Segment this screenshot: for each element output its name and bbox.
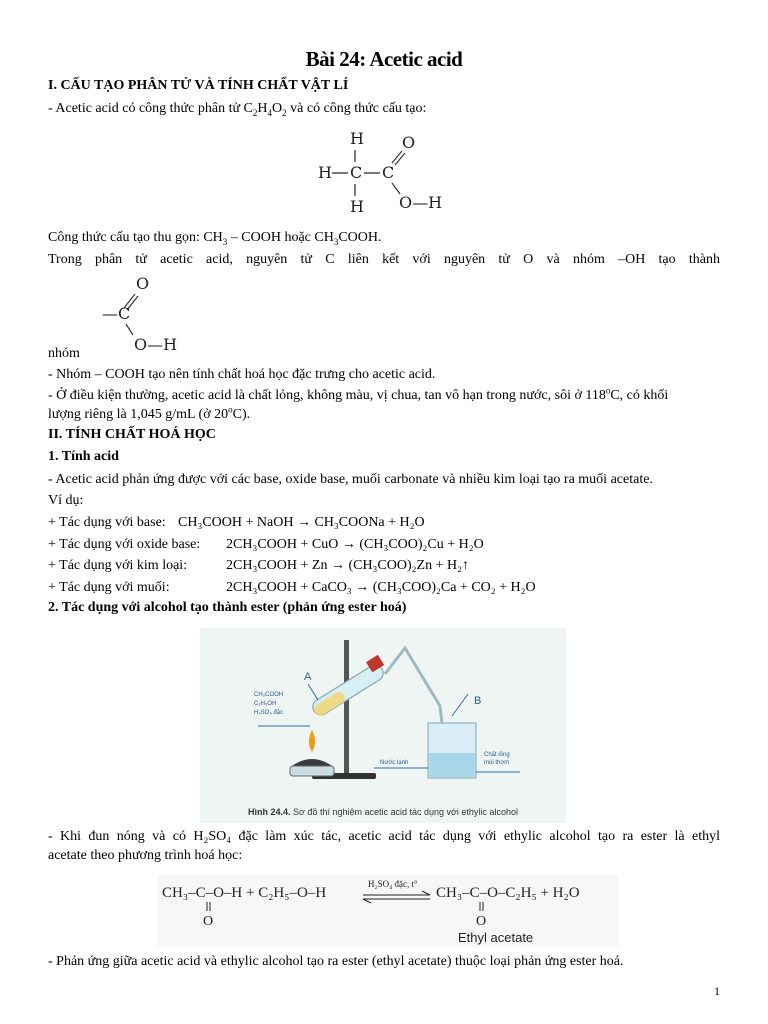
reaction-salt: + Tác dụng với muối: 2CH₃COOH + CaCO₃ → (CH₃COO)₂Ca + CO₂ + H₂O [48,580,536,595]
group-oh: O—H [134,335,178,354]
liquid-label-2: mùi thơm [484,760,510,766]
equation-right: CH₃–C–O–C₂H₅ + H₂O [436,885,580,901]
reaction-base: + Tác dụng với base: CH₃COOH + NaOH → CH₃COONa + H₂O [48,515,425,530]
label-b: B [474,695,482,707]
group-c: —C [102,304,131,323]
page-title: Bài 24: Acetic acid [305,47,463,71]
reaction-oxide-base: + Tác dụng với oxide base: 2CH₃COOH + CuO → (CH₃COO)₂Cu + H₂O [48,537,484,552]
equation-left: CH₃–C–O–H + C₂H₅–O–H [162,885,327,901]
physical-properties: - Ở điều kiện thường, acetic acid là chất lỏng, không màu, vị chua, tan vô hạn trong nước, sôi ở 118$^o$C, có khối lượng riêng là 1,045 g/mL (ở 20$^o$C). [48,385,669,422]
ester-paragraph-line-1: - Khi đun nóng và có H₂SO₄ đặc làm xúc tác, acetic acid tác dụng với ethylic alcohol tạo ra ester là ethyl [48,829,720,844]
group-o: O [136,274,150,293]
alcohol-lamp [290,766,334,776]
stand-rod [344,640,349,778]
flame [309,730,315,752]
struct-c2: C [382,163,395,182]
group-word: nhóm [48,346,80,361]
struct-h-top: H [350,129,364,148]
struct-h-bottom: H [350,197,364,216]
struct-o-top: O [402,133,416,152]
subsection-ester-heading: 2. Tác dụng với alcohol tạo thành ester (phản ứng ester hoá) [48,600,407,615]
subsection-acid-heading: 1. Tính acid [48,449,119,464]
page-number: 1 [714,984,720,998]
experiment-figure [200,628,566,823]
struct-h-left: H [318,163,332,182]
equation-o-right: O [476,914,487,929]
acetic-acid-structure [310,126,460,218]
label-a: A [304,671,312,683]
reaction-metal: + Tác dụng với kim loại: 2CH₃COOH + Zn → (CH₃COO)₂Zn + H₂↑ [48,558,469,573]
struct-oh: O—H [399,193,443,212]
group-description-line: Trong phân tử acetic acid, nguyên tử C liên kết với nguyên tử O và nhóm –OH tạo thành [48,252,720,267]
reagent-2: C₂H₅OH [254,701,277,707]
apparatus-illustration [200,628,566,803]
liquid-label-1: Chất lỏng [484,752,510,758]
acid-reaction-line: - Acetic acid phản ứng được với các base, oxide base, muối carbonate và nhiều kim loại tạo ra muối acetate. [48,472,653,487]
reagent-1: CH₃COOH [254,692,284,698]
formula-line: - Acetic acid có công thức phân tử $C_2H_4O_2$ và có công thức cấu tạo: [48,101,427,118]
reagent-3: H₂SO₄ đặc [254,710,284,716]
esterification-equation [158,875,618,947]
struct-c1: C [350,163,363,182]
document-page [48,0,720,1024]
section-1-heading: I. CẤU TẠO PHÂN TỬ VÀ TÍNH CHẤT VẬT LÍ [48,78,349,93]
ester-paragraph-line-2: acetate theo phương trình hoá học: [48,848,243,863]
example-label: Ví dụ: [48,493,84,508]
compact-formula-line: Công thức cấu tạo thu gọn: $CH_3$ – COOH hoặc $CH_3COOH$. [48,230,382,247]
carboxyl-line: - Nhóm – COOH tạo nên tính chất hoá học đặc trưng cho acetic acid. [48,367,436,382]
figure-caption: Hình 24.4. Sơ đồ thí nghiệm acetic acid tác dụng với ethylic alcohol [248,807,518,817]
equation-condition: H₂SO₄ đặc, t° [368,879,418,889]
product-name: Ethyl acetate [458,930,534,945]
section-2-heading: II. TÍNH CHẤT HOÁ HỌC [48,427,216,442]
equation-o-left: O [203,914,214,929]
cold-water-label: Nước lạnh [380,760,409,766]
closing-line: - Phản ứng giữa acetic acid và ethylic alcohol tạo ra ester (ethyl acetate) thuộc loại phản ứng ester hoá. [48,954,624,969]
